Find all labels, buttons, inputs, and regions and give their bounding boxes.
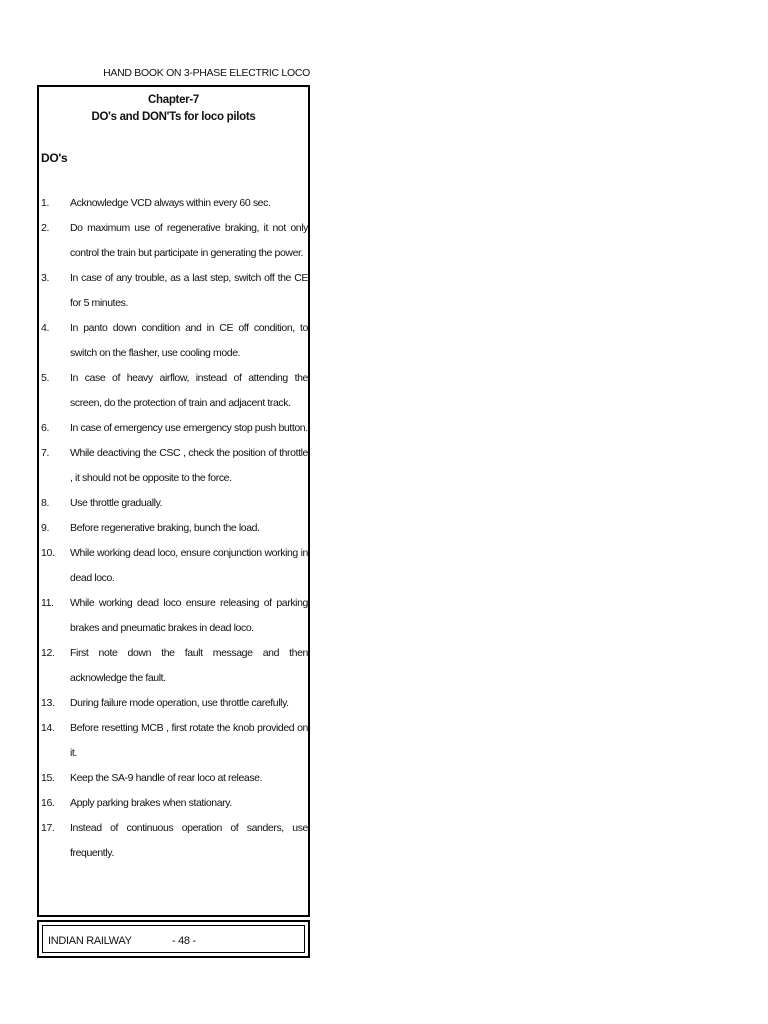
list-item xyxy=(41,691,308,716)
page-header: HAND BOOK ON 3-PHASE ELECTRIC LOCO xyxy=(103,67,310,79)
list-item xyxy=(41,816,308,866)
list-item xyxy=(41,416,308,441)
list-item xyxy=(41,366,308,416)
list-item xyxy=(41,516,308,541)
list-item xyxy=(41,266,308,316)
list-item xyxy=(41,191,308,216)
chapter-title: DO's and DON'Ts for loco pilots xyxy=(91,111,256,123)
list-item-number: 11. xyxy=(41,597,54,609)
list-item-text: In panto down condition and in CE off condition, to switch on the flasher, use cooling mode. xyxy=(70,322,308,359)
list-item xyxy=(41,641,308,691)
list-item-number: 10. xyxy=(41,547,55,559)
content-frame xyxy=(37,85,310,917)
list-item-text: While working dead loco ensure releasing of parking brakes and pneumatic brakes in dead loco. xyxy=(70,597,308,634)
list-item-text: Apply parking brakes when stationary. xyxy=(70,797,232,809)
list-item-text: In case of heavy airflow, instead of attending the screen, do the protection of train and adjacent track. xyxy=(70,372,308,409)
list-item-text: In case of emergency use emergency stop push button. xyxy=(70,422,308,434)
list-item-number: 6. xyxy=(41,422,49,434)
footer-frame xyxy=(37,920,310,958)
list-item-number: 8. xyxy=(41,497,49,509)
list-item xyxy=(41,791,308,816)
list-item-number: 15. xyxy=(41,772,55,784)
list-item-number: 14. xyxy=(41,722,55,734)
list-item-number: 4. xyxy=(41,322,49,334)
footer-org: INDIAN RAILWAY xyxy=(48,935,132,947)
list-item-text: While working dead loco, ensure conjunction working in dead loco. xyxy=(70,547,308,584)
list-item xyxy=(41,541,308,591)
list-item-number: 12. xyxy=(41,647,55,659)
list-item-text: Before regenerative braking, bunch the load. xyxy=(70,522,260,534)
list-item-number: 9. xyxy=(41,522,49,534)
list-item-number: 16. xyxy=(41,797,55,809)
list-item-text: Instead of continuous operation of sanders, use frequently. xyxy=(70,822,308,859)
list-item-text: Use throttle gradually. xyxy=(70,497,163,509)
list-item xyxy=(41,491,308,516)
chapter-number: Chapter-7 xyxy=(148,94,199,106)
chapter-heading xyxy=(39,92,308,126)
list-item xyxy=(41,441,308,491)
list-item-text: First note down the fault message and then acknowledge the fault. xyxy=(70,647,308,684)
footer-inner-border xyxy=(42,925,305,953)
list-item-number: 13. xyxy=(41,697,55,709)
list-item xyxy=(41,766,308,791)
section-heading: DO's xyxy=(41,151,68,165)
page-number: - 48 - xyxy=(172,935,196,947)
list-item-text: During failure mode operation, use throttle carefully. xyxy=(70,697,289,709)
list-item-text: Before resetting MCB , first rotate the knob provided on it. xyxy=(70,722,308,759)
list-item-number: 5. xyxy=(41,372,49,384)
list-item-number: 7. xyxy=(41,447,49,459)
list-item-number: 17. xyxy=(41,822,55,834)
list-item-number: 3. xyxy=(41,272,49,284)
list-item-text: While deactiving the CSC , check the position of throttle , it should not be opposite to the force. xyxy=(70,447,308,484)
list-item-number: 2. xyxy=(41,222,49,234)
list-item xyxy=(41,716,308,766)
list-item-text: Keep the SA-9 handle of rear loco at release. xyxy=(70,772,263,784)
list-item xyxy=(41,316,308,366)
list-item-text: In case of any trouble, as a last step, switch off the CE for 5 minutes. xyxy=(70,272,308,309)
list-item-number: 1. xyxy=(41,197,49,209)
list-item xyxy=(41,216,308,266)
list-item xyxy=(41,591,308,641)
dos-list xyxy=(41,191,308,866)
list-item-text: Do maximum use of regenerative braking, it not only control the train but participate in generating the power. xyxy=(70,222,308,259)
list-item-text: Acknowledge VCD always within every 60 sec. xyxy=(70,197,271,209)
